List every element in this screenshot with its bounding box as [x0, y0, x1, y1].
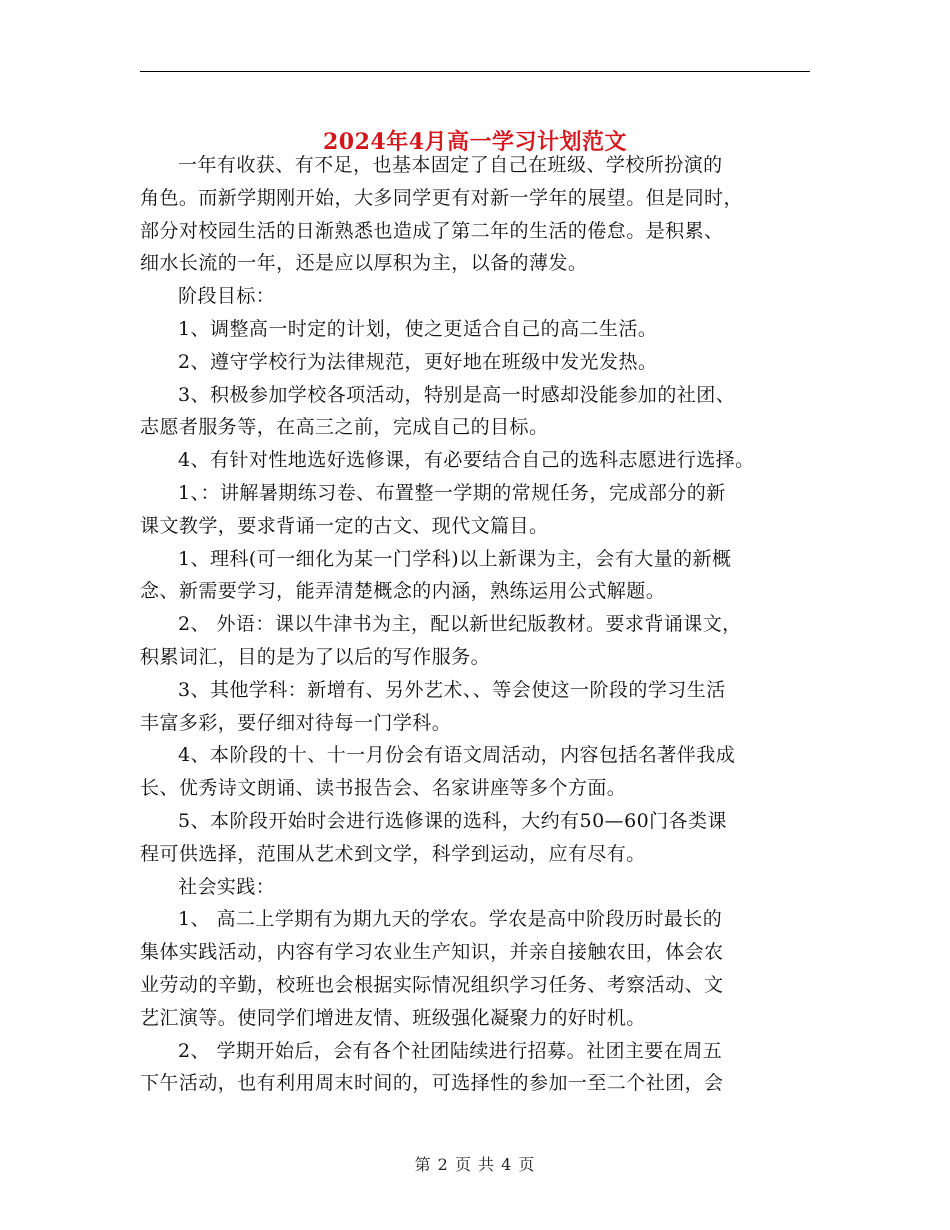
paragraph-line: 一年有收获、有不足，也基本固定了自己在班级、学校所扮演的	[178, 154, 723, 176]
paragraph	[140, 280, 812, 313]
paragraph-line: 4、有针对性地选好选修课，有必要结合自己的选科志愿进行选择。	[178, 449, 755, 472]
paragraph-line: 1、理科(可一细化为某一门学科)以上新课为主，会有大量的新概	[178, 547, 732, 570]
paragraph-line: 3、积极参加学校各项活动，特别是高一时感却没能参加的社团、	[178, 383, 736, 406]
paragraph	[140, 149, 812, 280]
paragraph	[140, 1035, 812, 1101]
paragraph	[140, 739, 812, 805]
paragraph-line: 长、优秀诗文朗诵、读书报告会、名家讲座等多个方面。	[140, 777, 627, 800]
paragraph-line: 细水长流的一年，还是应以厚积为主，以备的薄发。	[140, 252, 588, 275]
paragraph-line: 积累词汇，目的是为了以后的写作服务。	[140, 645, 491, 668]
paragraph	[140, 477, 812, 543]
paragraph-line: 4、本阶段的十、十一月份会有语文周活动，内容包括名著伴我成	[178, 744, 736, 767]
paragraph-line: 阶段目标：	[178, 285, 276, 308]
header-rule	[140, 71, 810, 72]
paragraph-line: 2、 外语：课以牛津书为主，配以新世纪版教材。要求背诵课文，	[178, 613, 742, 636]
paragraph	[140, 805, 812, 871]
document-body	[140, 149, 812, 1100]
paragraph-line: 丰富多彩，要仔细对待每一门学科。	[140, 711, 452, 734]
paragraph	[140, 543, 812, 609]
paragraph-line: 1、：讲解暑期练习卷、布置整一学期的常规任务，完成部分的新	[178, 481, 726, 504]
paragraph-line: 下午活动，也有利用周末时间的，可选择性的参加一至二个社团，会	[140, 1072, 724, 1095]
paragraph	[140, 608, 812, 674]
paragraph-line: 程可供选择，范围从艺术到文学，科学到运动，应有尽有。	[140, 842, 646, 865]
paragraph-line: 3、其他学科：新增有、另外艺术、、等会使这一阶段的学习生活	[178, 678, 726, 701]
paragraph-line: 念、新需要学习，能弄清楚概念的内涵，熟练运用公式解题。	[140, 580, 666, 603]
paragraph	[140, 313, 812, 346]
paragraph-line: 社会实践：	[178, 875, 276, 898]
paragraph-line: 2、 学期开始后，会有各个社团陆续进行招募。社团主要在周五	[178, 1039, 723, 1062]
paragraph	[140, 379, 812, 445]
paragraph-line: 艺汇演等。使同学们增进友情、班级强化凝聚力的好时机。	[140, 1006, 646, 1029]
paragraph	[140, 871, 812, 904]
paragraph-line: 5、本阶段开始时会进行选修课的选科，大约有50—60门各类课	[178, 809, 727, 832]
paragraph-line: 1、 高二上学期有为期九天的学农。学农是高中阶段历时最长的	[178, 908, 723, 931]
paragraph	[140, 346, 812, 379]
paragraph-line: 1、调整高一时定的计划，使之更适合自己的高二生活。	[178, 317, 658, 340]
document-title: 2024年4月高一学习计划范文	[322, 128, 628, 155]
paragraph	[140, 674, 812, 740]
page-number: 第 2 页 共 4 页	[414, 1155, 536, 1174]
paragraph-line: 志愿者服务等，在高三之前，完成自己的目标。	[140, 416, 549, 439]
paragraph-line: 角色。而新学期刚开始，大多同学更有对新一学年的展望。但是同时，	[140, 186, 743, 209]
paragraph	[140, 903, 812, 1034]
paragraph-line: 部分对校园生活的日渐熟悉也造成了第二年的生活的倦怠。是积累、	[140, 219, 724, 242]
paragraph-line: 集体实践活动，内容有学习农业生产知识，并亲自接触农田，体会农	[140, 941, 724, 964]
paragraph	[140, 444, 812, 477]
paragraph-line: 课文教学，要求背诵一定的古文、现代文篇目。	[140, 514, 549, 537]
paragraph-line: 业劳动的辛勤，校班也会根据实际情况组织学习任务、考察活动、文	[140, 973, 724, 996]
paragraph-line: 2、遵守学校行为法律规范，更好地在班级中发光发热。	[178, 350, 658, 373]
